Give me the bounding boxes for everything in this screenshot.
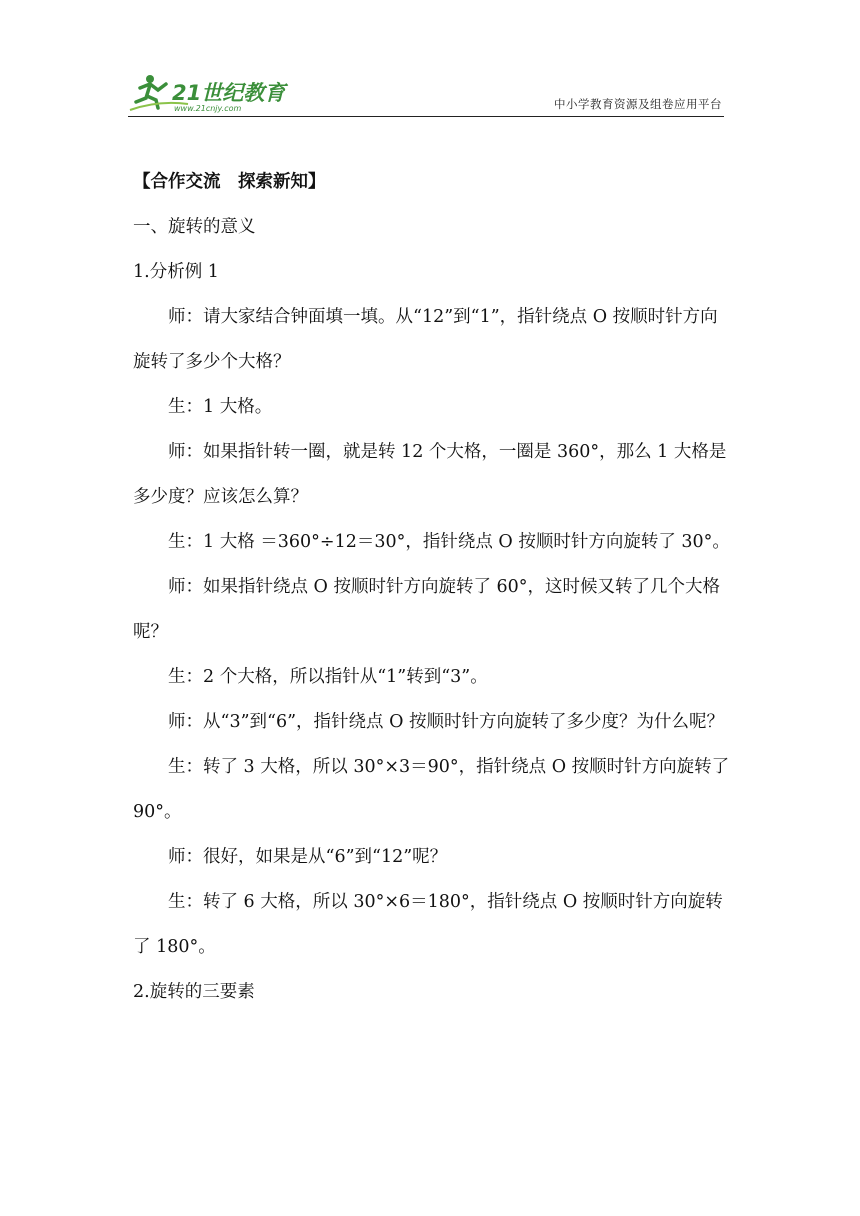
section-heading: 【合作交流 探索新知】 xyxy=(133,172,326,192)
document-body xyxy=(133,160,733,1015)
dialog-line: 师：如果指针绕点 O 按顺时针方向旋转了 60°，这时候又转了几个大格呢？ xyxy=(133,577,721,642)
logo xyxy=(128,70,298,114)
subsection-title: 1.分析例 1 xyxy=(133,262,219,282)
dialog-line: 生：转了 3 大格，所以 30°×3＝90°，指针绕点 O 按顺时针方向旋转了 90°。 xyxy=(133,757,730,822)
dialog-line: 生：1 大格。 xyxy=(168,397,273,417)
dialog-line: 生：2 个大格，所以指针从“1”转到“3”。 xyxy=(168,667,488,687)
dialog-line: 生：转了 6 大格，所以 30°×6＝180°，指针绕点 O 按顺时针方向旋转了 180°。 xyxy=(133,892,723,957)
dialog-line: 师：很好，如果是从“6”到“12”呢？ xyxy=(168,847,448,867)
dialog-line: 师：从“3”到“6”，指针绕点 O 按顺时针方向旋转了多少度？为什么呢？ xyxy=(168,712,725,732)
svg-text:21世纪教育: 21世纪教育 xyxy=(172,81,286,105)
platform-tagline: 中小学教育资源及组卷应用平台 xyxy=(554,97,722,111)
svg-text:www.21cnjy.com: www.21cnjy.com xyxy=(174,104,242,113)
page-header xyxy=(128,68,724,117)
dialog-line: 生：1 大格 ＝360°÷12＝30°，指针绕点 O 按顺时针方向旋转了 30°。 xyxy=(168,532,730,552)
section-title: 一、旋转的意义 xyxy=(133,217,256,237)
dialog-line: 师：请大家结合钟面填一填。从“12”到“1”，指针绕点 O 按顺时针方向旋转了多少个大格？ xyxy=(133,307,718,372)
dialog-line: 师：如果指针转一圈，就是转 12 个大格，一圈是 360°，那么 1 大格是多少度？应该怎么算？ xyxy=(133,442,727,507)
subsection-title: 2.旋转的三要素 xyxy=(133,982,255,1002)
